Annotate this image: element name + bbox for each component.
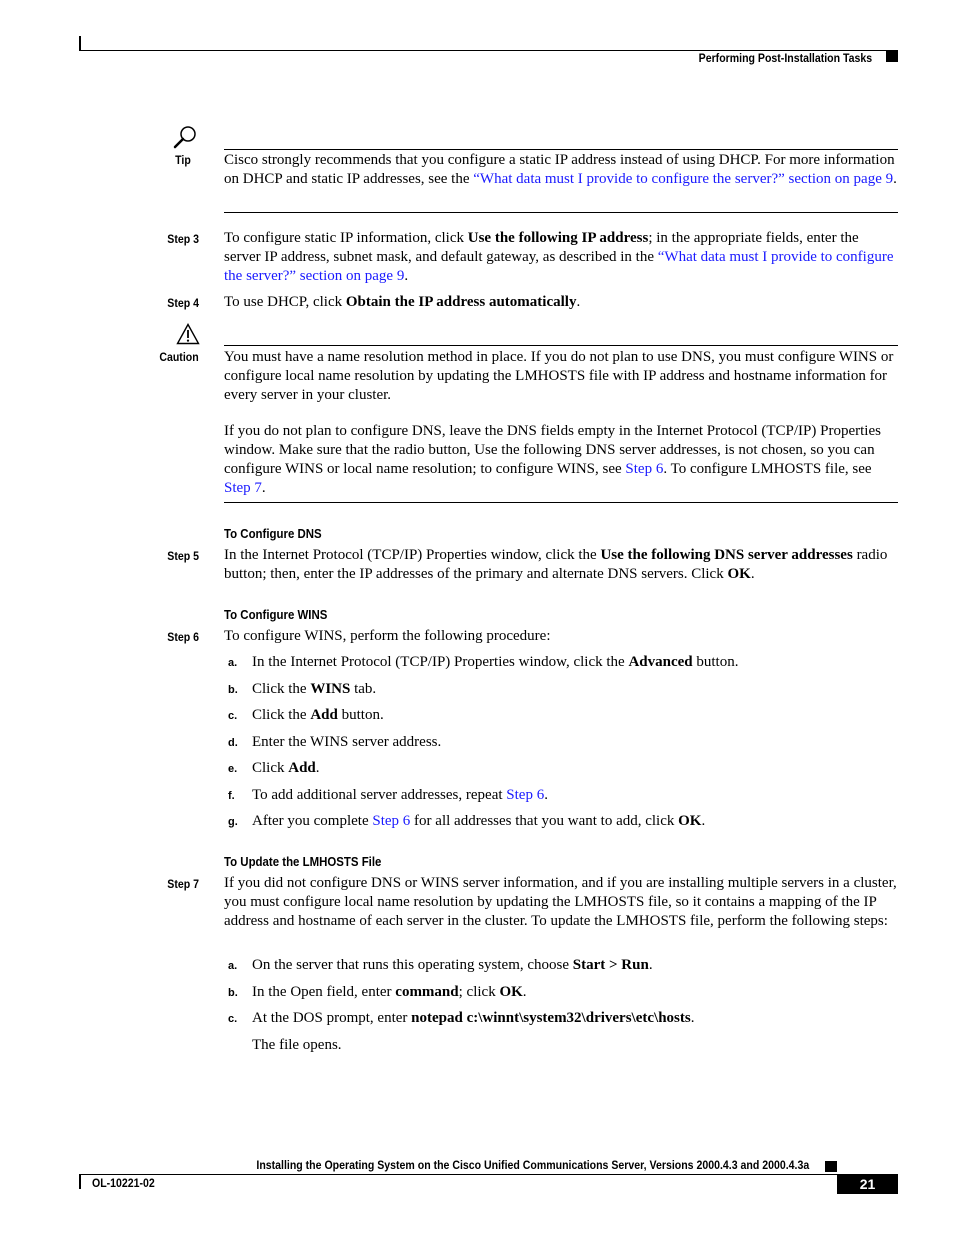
caution-link-step-6[interactable]: Step 6 [625,461,664,477]
wins-f-link-step-6[interactable]: Step 6 [506,787,545,803]
warning-triangle-icon [176,323,200,345]
step-4-text: To use DHCP, click Obtain the IP address automatically. [224,294,581,310]
step-5-text: In the Internet Protocol (TCP/IP) Properties window, click the Use the following DNS server addresses radio button; then, enter the IP addresses of the primary and alternate DNS servers. Click OK. [224,547,888,582]
lmhosts-substep-a: On the server that runs this operating system, choose Start > Run. [252,957,653,973]
lmhosts-substep-letter: c. [228,1013,238,1025]
lmhosts-substep-letter: b. [228,987,238,999]
wins-substep-letter: d. [228,737,238,749]
magnifier-icon [172,124,200,150]
footer-doc-number: OL-10221-02 [92,1176,155,1190]
wins-heading: To Configure WINS [224,607,328,622]
wins-substep-letter: f. [228,790,235,802]
dns-heading: To Configure DNS [224,526,322,541]
footer-title: Installing the Operating System on the Cisco Unified Communications Server, Versions 2000.4.3 and 2000.4.3a [256,1158,809,1172]
wins-substep-letter: a. [228,657,238,669]
step-6-intro: To configure WINS, perform the following procedure: [224,628,551,644]
wins-substep-e: Click Add. [252,760,320,776]
lmhosts-substep-b: In the Open field, enter command; click OK. [252,984,527,1000]
tip-top-rule [224,149,898,150]
wins-substep-b: Click the WINS tab. [252,681,377,697]
wins-substep-letter: g. [228,816,238,828]
tip-link[interactable]: “What data must I provide to configure the server?” section on page 9 [473,171,894,187]
step-7-label: Step 7 [167,877,199,891]
caution-label: Caution [159,350,199,364]
wins-g-link-step-6[interactable]: Step 6 [372,813,411,829]
step-5-label: Step 5 [167,549,199,563]
caution-paragraph-2: If you do not plan to configure DNS, leave the DNS fields empty in the Internet Protocol (TCP/IP) Properties window. Make sure that the radio button, Use the following DNS server addresses, is not chosen, so you can configure WINS or local name resolution; to configure WINS, see Step 6. To configure LMHOSTS file, see Step 7. [224,423,881,496]
step-3-text: To configure static IP information, click Use the following IP address; in the appropriate fields, enter the server IP address, subnet mask, and default gateway, as described in the “What data must I provide to configure the server?” section on page 9. [224,230,894,284]
caution-top-rule [224,345,898,346]
caution-link-step-7[interactable]: Step 7 [224,480,262,496]
step-3-label: Step 3 [167,232,199,246]
wins-substep-f: To add additional server addresses, repeat Step 6. [252,787,548,803]
step-3-link[interactable]: “What data must I provide to configure the server?” section on page 9 [224,249,894,284]
wins-substep-d: Enter the WINS server address. [252,734,442,750]
step-6-label: Step 6 [167,630,199,644]
wins-substep-letter: b. [228,684,238,696]
header-black-square [886,51,898,62]
wins-substep-a: In the Internet Protocol (TCP/IP) Properties window, click the Advanced button. [252,654,739,670]
page-number: 21 [859,1176,876,1192]
lmhosts-substep-c: At the DOS prompt, enter notepad c:\winnt\system32\drivers\etc\hosts. [252,1010,695,1026]
lmhosts-result: The file opens. [252,1037,342,1053]
lmhosts-substep-letter: a. [228,960,238,972]
footer-left-bar [79,1174,81,1189]
wins-substep-letter: e. [228,763,238,775]
header-section-title: Performing Post-Installation Tasks [698,51,872,65]
footer-black-square [825,1161,837,1172]
step-4-label: Step 4 [167,296,199,310]
wins-substep-g: After you complete Step 6 for all addresses that you want to add, click OK. [252,813,706,829]
header-left-bar [79,36,81,51]
tip-bottom-rule [224,212,898,213]
caution-paragraph-1: You must have a name resolution method in place. If you do not plan to use DNS, you must configure WINS or configure local name resolution by updating the LMHOSTS file with IP address and hostname information for every server in your cluster. [224,349,894,403]
wins-substep-letter: c. [228,710,238,722]
step-7-intro: If you did not configure DNS or WINS server information, and if you are installing multiple servers in a cluster, you must configure local name resolution by updating the LMHOSTS file, so it contains a mapping of the IP address and hostname of each server in the cluster. To update the LMHOSTS file, perform the following steps: [224,875,897,929]
footer-rule [79,1174,898,1175]
wins-substep-c: Click the Add button. [252,707,384,723]
tip-text: Cisco strongly recommends that you configure a static IP address instead of using DHCP. For more information on DHCP and static IP addresses, see the “What data must I provide to configure the server?” section on page 9. [224,152,897,187]
lmhosts-heading: To Update the LMHOSTS File [224,854,382,869]
tip-label: Tip [175,153,191,167]
caution-bottom-rule [224,502,898,503]
